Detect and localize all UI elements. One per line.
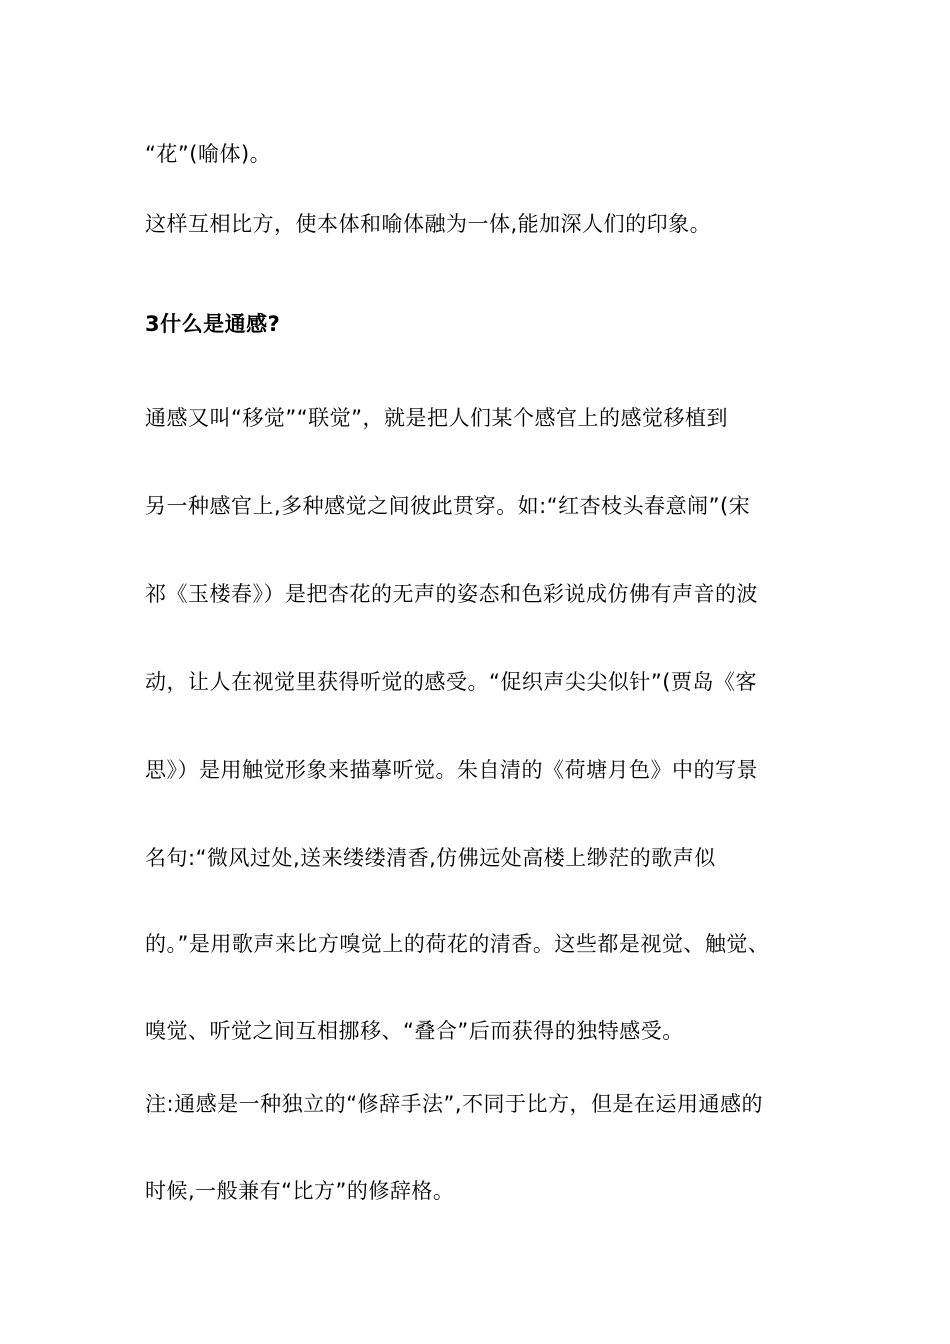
note-line-2: 时候,一般兼有“比方”的修辞格。 [145,1179,455,1203]
text-line-8: 名句:“微风过处,送来缕缕清香,仿佛远处高楼上缈茫的歌声似 [145,846,716,870]
text-line-3: 通感又叫“移觉”“联觉”，就是把人们某个感官上的感觉移植到 [145,406,729,430]
text-line-9: 的。”是用歌声来比方嗅觉上的荷花的清香。这些都是视觉、触觉、 [145,932,770,956]
note-line-1: 注:通感是一种独立的“修辞手法”,不同于比方，但是在运用通感的 [145,1092,764,1116]
text-line-10: 嗅觉、听觉之间互相挪移、“叠合”后而获得的独特感受。 [145,1019,684,1043]
text-line-4: 另一种感官上,多种感觉之间彼此贯穿。如:“红杏枝头春意闹”(宋 [145,494,751,518]
text-line-5: 祁《玉楼春》）是把杏花的无声的姿态和色彩说成仿佛有声音的波 [145,582,758,606]
section-heading: 3什么是通感? [145,312,281,336]
text-line-2: 这样互相比方，使本体和喻体融为一体,能加深人们的印象。 [145,212,712,236]
text-line-1: “花”(喻体)。 [145,142,272,166]
text-line-7: 思》）是用触觉形象来描摹听觉。朱自清的《荷塘月色》中的写景 [145,758,758,782]
text-line-6: 动，让人在视觉里获得听觉的感受。“促织声尖尖似针”(贾岛《客 [145,670,757,694]
